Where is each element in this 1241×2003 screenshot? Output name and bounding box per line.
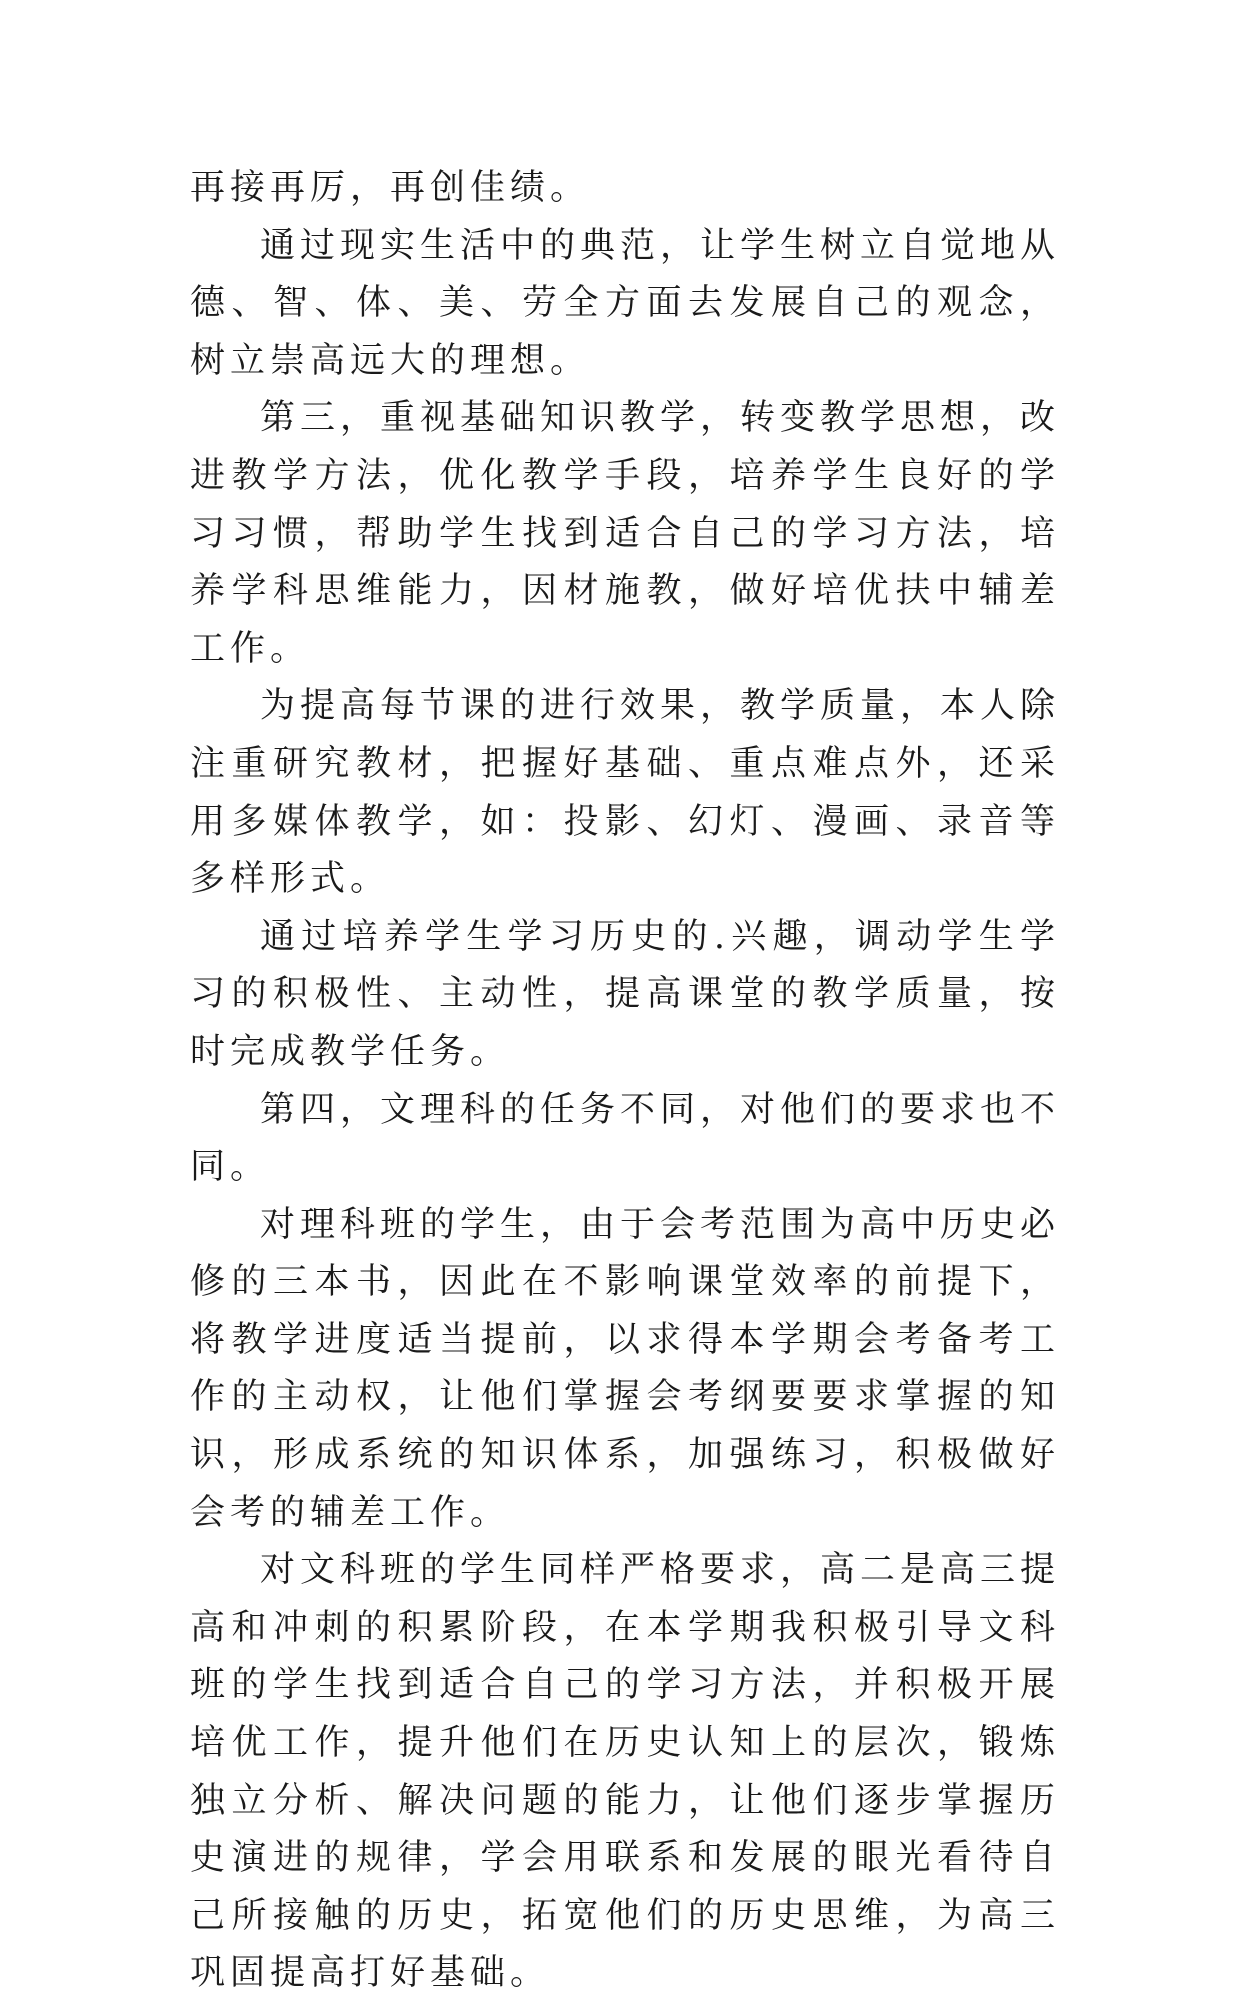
paragraph-5: 通过培养学生学习历史的.兴趣，调动学生学习的积极性、主动性，提高课堂的教学质量，按时完成教学任务。 (190, 916, 1060, 1072)
paragraph-7: 对理科班的学生，由于会考范围为高中历史必修的三本书，因此在不影响课堂效率的前提下，将教学进度适当提前，以求得本学期会考备考工作的主动权，让他们掌握会考纲要要求掌握的知识，形成系统的知识体系，加强练习，积极做好会考的辅差工作。 (190, 1204, 1061, 1533)
paragraph-6: 第四，文理科的任务不同，对他们的要求也不同。 (190, 1089, 1061, 1188)
paragraph-8: 对文科班的学生同样严格要求，高二是高三提高和冲刺的积累阶段，在本学期我积极引导文科班的学生找到适合自己的学习方法，并积极开展培优工作，提升他们在历史认知上的层次，锻炼独立分析、解决问题的能力，让他们逐步掌握历史演进的规律，学会用联系和发展的眼光看待自己所接触的历史，拓宽他们的历史思维，为高三巩固提高打好基础。 (190, 1550, 1061, 1994)
paragraph-2: 通过现实生活中的典范，让学生树立自觉地从德、智、体、美、劳全方面去发展自己的观念，树立崇高远大的理想。 (190, 225, 1061, 381)
document-body (190, 160, 1060, 2003)
paragraph-1: 再接再厉，再创佳绩。 (190, 168, 591, 208)
paragraph-3: 第三，重视基础知识教学，转变教学思想，改进教学方法，优化教学手段，培养学生良好的学习习惯，帮助学生找到适合自己的学习方法，培养学科思维能力，因材施教，做好培优扶中辅差工作。 (190, 398, 1061, 669)
paragraph-4: 为提高每节课的进行效果，教学质量，本人除注重研究教材，把握好基础、重点难点外，还采用多媒体教学，如：投影、幻灯、漫画、录音等多样形式。 (190, 686, 1061, 900)
